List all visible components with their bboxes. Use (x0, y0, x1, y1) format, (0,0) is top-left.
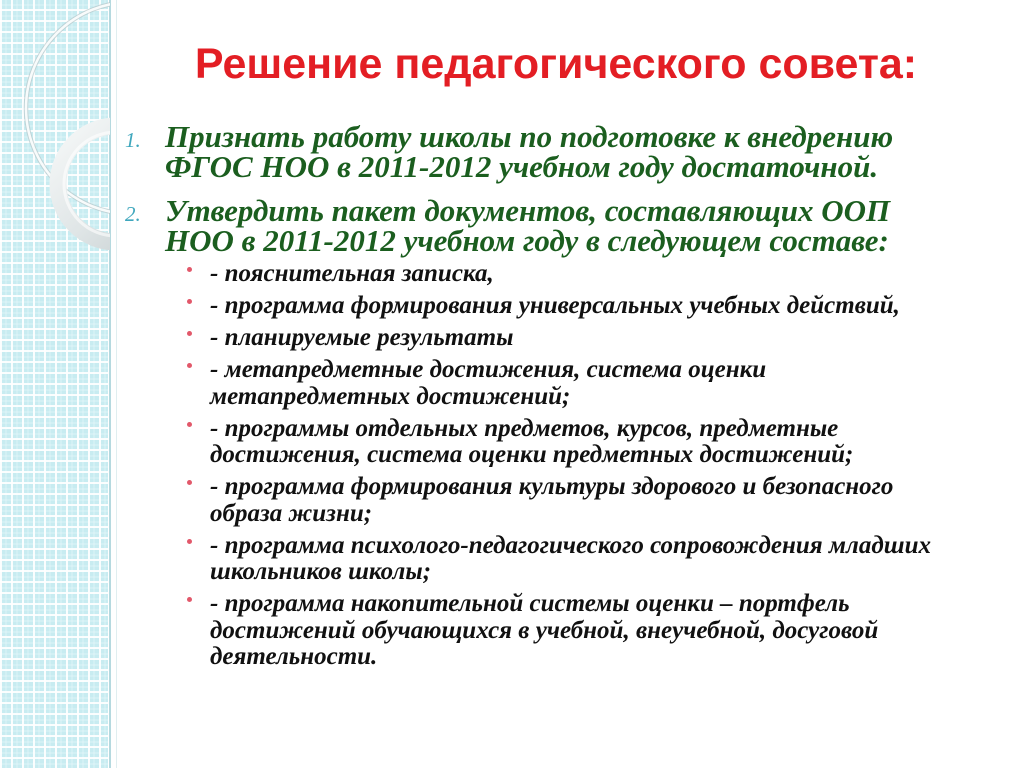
bullet-icon (187, 299, 192, 304)
document-list-item (210, 416, 1015, 469)
item-text-line: Утвердить пакет документов, составляющих ООП (165, 193, 891, 228)
document-list-item (210, 293, 1015, 320)
document-text-line: образа жизни; (210, 499, 373, 527)
decision-item (125, 193, 1015, 671)
item-number: 1. (125, 128, 141, 152)
large-circle-arc (26, 2, 110, 214)
document-list-item (210, 261, 1015, 288)
document-text-line: - программа психолого-педагогического сопровождения младших (210, 531, 931, 559)
document-text-line: - программа формирования универсальных учебных действий, (210, 292, 900, 319)
document-text-line: - программа формирования культуры здорового и безопасного (210, 473, 894, 500)
decision-item (125, 119, 1015, 184)
document-list-item (210, 533, 1015, 586)
item-text-line: Признать работу школы по подготовке к внедрению (165, 119, 894, 154)
strip-edge-line-secondary (116, 0, 117, 768)
document-text-line: школьников школы; (210, 558, 432, 585)
bullet-icon (187, 597, 192, 602)
slide-title: Решение педагогического совета: (194, 40, 918, 88)
document-text-line: деятельности. (210, 643, 378, 670)
decision-list (125, 119, 1015, 671)
bullet-icon (187, 422, 192, 427)
document-list-item (210, 325, 1015, 352)
document-list-item (210, 474, 1015, 527)
decorative-circles-icon (0, 0, 110, 300)
document-text-line: метапредметных достижений; (210, 382, 571, 410)
large-circle-arc-shadow (26, 2, 110, 214)
bullet-icon (187, 363, 192, 368)
document-list-item (210, 357, 1015, 410)
bullet-icon (187, 480, 192, 485)
document-text-line: достижений обучающихся в учебной, внеучебной, досуговой (210, 616, 879, 644)
bullet-icon (187, 331, 192, 336)
item-text-line: ФГОС НОО в 2011-2012 учебном году достаточной. (165, 149, 879, 184)
document-list-item (210, 591, 1015, 671)
bullet-icon (187, 267, 192, 272)
document-text-line: - пояснительная записка, (210, 260, 494, 287)
bullet-icon (187, 539, 192, 544)
document-text-line: - программа накопительной системы оценки – портфель (210, 590, 850, 617)
document-list (165, 261, 1015, 671)
item-text-line: НОО в 2011-2012 учебном году в следующем составе: (165, 223, 889, 258)
item-number: 2. (125, 202, 141, 226)
document-text-line: - метапредметные достижения, система оценки (210, 356, 767, 383)
document-text-line: - программы отдельных предметов, курсов, предметные (210, 414, 839, 442)
document-text-line: достижения, система оценки предметных достижений; (210, 441, 854, 468)
document-text-line: - планируемые результаты (210, 324, 514, 351)
